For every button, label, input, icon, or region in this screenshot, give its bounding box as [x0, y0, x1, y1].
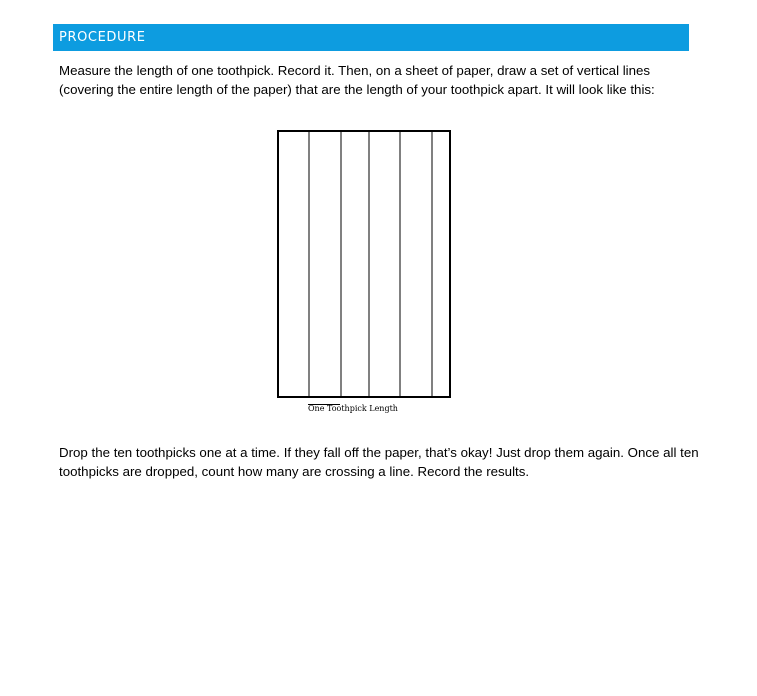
- section-header-bar: [53, 24, 689, 51]
- paper-diagram: [277, 130, 451, 398]
- paper-diagram-svg: [277, 130, 451, 398]
- intro-paragraph: Measure the length of one toothpick. Record it. Then, on a sheet of paper, draw a set of vertical lines (covering the entire length of the paper) that are the length of your toothpick apart. It will look like this:: [59, 63, 655, 97]
- section-title: PROCEDURE: [59, 30, 146, 45]
- drop-paragraph: Drop the ten toothpicks one at a time. If they fall off the paper, that’s okay! Just drop them again. Once all ten toothpicks are dropped, count how many are crossing a line. Record the results.: [59, 445, 699, 479]
- figure-caption: One Toothpick Length: [308, 404, 398, 413]
- paper-outline: [278, 131, 450, 397]
